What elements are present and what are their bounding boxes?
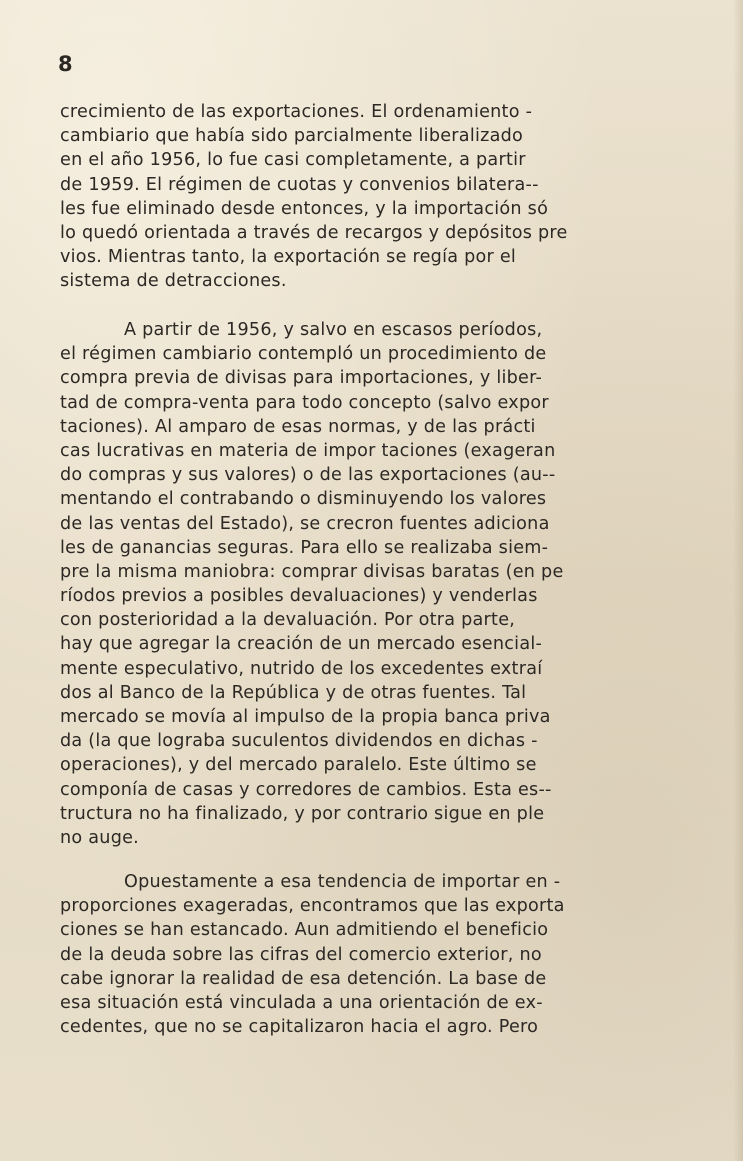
text-line: ríodos previos a posibles devaluaciones) y venderlas xyxy=(60,586,538,607)
text-line: hay que agregar la creación de un mercado esencial- xyxy=(60,634,543,655)
text-line: cas lucrativas en materia de impor taciones (exageran xyxy=(60,440,556,461)
text-line: A partir de 1956, y salvo en escasos períodos, xyxy=(124,320,543,340)
page-number: 8 xyxy=(58,52,73,76)
text-line: crecimiento de las exportaciones. El ordenamiento - xyxy=(60,102,533,122)
text-line: el régimen cambiario contempló un procedimiento de xyxy=(60,344,547,365)
page-edge-shadow xyxy=(733,0,743,1161)
text-line: les de ganancias seguras. Para ello se realizaba siem- xyxy=(60,537,549,558)
text-line: da (la que lograba suculentos dividendos en dichas - xyxy=(60,731,538,752)
paragraph-exports-stagnation xyxy=(60,870,626,1039)
text-line: tructura no ha finalizado, y por contrario sigue en ple xyxy=(60,803,545,824)
text-line: mentando el contrabando o disminuyendo los valores xyxy=(60,489,547,510)
text-line: pre la misma maniobra: comprar divisas baratas (en pe xyxy=(60,561,564,582)
text-line: cabe ignorar la realidad de esa detención. La base de xyxy=(60,968,547,989)
text-line: do compras y sus valores) o de las exportaciones (au-- xyxy=(60,465,556,486)
text-line: lo quedó orientada a través de recargos y depósitos pre xyxy=(60,222,568,243)
text-line: ciones se han estancado. Aun admitiendo el beneficio xyxy=(60,920,549,941)
text-line: taciones). Al amparo de esas normas, y de las prácti xyxy=(60,416,536,437)
text-line: sistema de detracciones. xyxy=(60,271,287,292)
text-line: proporciones exageradas, encontramos que las exporta xyxy=(60,896,565,917)
text-line: no auge. xyxy=(60,827,140,848)
text-line: componía de casas y corredores de cambios. Esta es-- xyxy=(60,779,552,800)
text-line: cambiario que había sido parcialmente liberalizado xyxy=(60,126,524,147)
text-line: en el año 1956, lo fue casi completamente, a partir xyxy=(60,150,526,171)
paragraph-exchange-regime xyxy=(60,318,626,850)
text-line: de la deuda sobre las cifras del comercio exterior, no xyxy=(60,944,542,965)
text-line: dos al Banco de la República y de otras fuentes. Tal xyxy=(60,682,527,703)
text-line: operaciones), y del mercado paralelo. Este último se xyxy=(60,755,537,776)
text-line: esa situación está vinculada a una orientación de ex- xyxy=(60,992,543,1013)
text-line: de las ventas del Estado), se crecron fuentes adiciona xyxy=(60,513,550,534)
text-line: cedentes, que no se capitalizaron hacia el agro. Pero xyxy=(60,1017,539,1038)
text-line: vios. Mientras tanto, la exportación se regía por el xyxy=(60,247,517,268)
text-line: mercado se movía al impulso de la propia banca priva xyxy=(60,707,551,727)
text-line: con posterioridad a la devaluación. Por otra parte, xyxy=(60,610,516,631)
text-line: les fue eliminado desde entonces, y la importación só xyxy=(60,198,549,219)
text-line: de 1959. El régimen de cuotas y convenios bilatera-- xyxy=(60,174,539,195)
paragraph-exports-regime xyxy=(60,100,626,294)
text-line: mente especulativo, nutrido de los excedentes extraí xyxy=(60,658,543,679)
text-line: compra previa de divisas para importaciones, y liber- xyxy=(60,368,543,389)
text-line: Opuestamente a esa tendencia de importar en - xyxy=(124,872,561,892)
text-line: tad de compra-venta para todo concepto (salvo expor xyxy=(60,392,549,413)
